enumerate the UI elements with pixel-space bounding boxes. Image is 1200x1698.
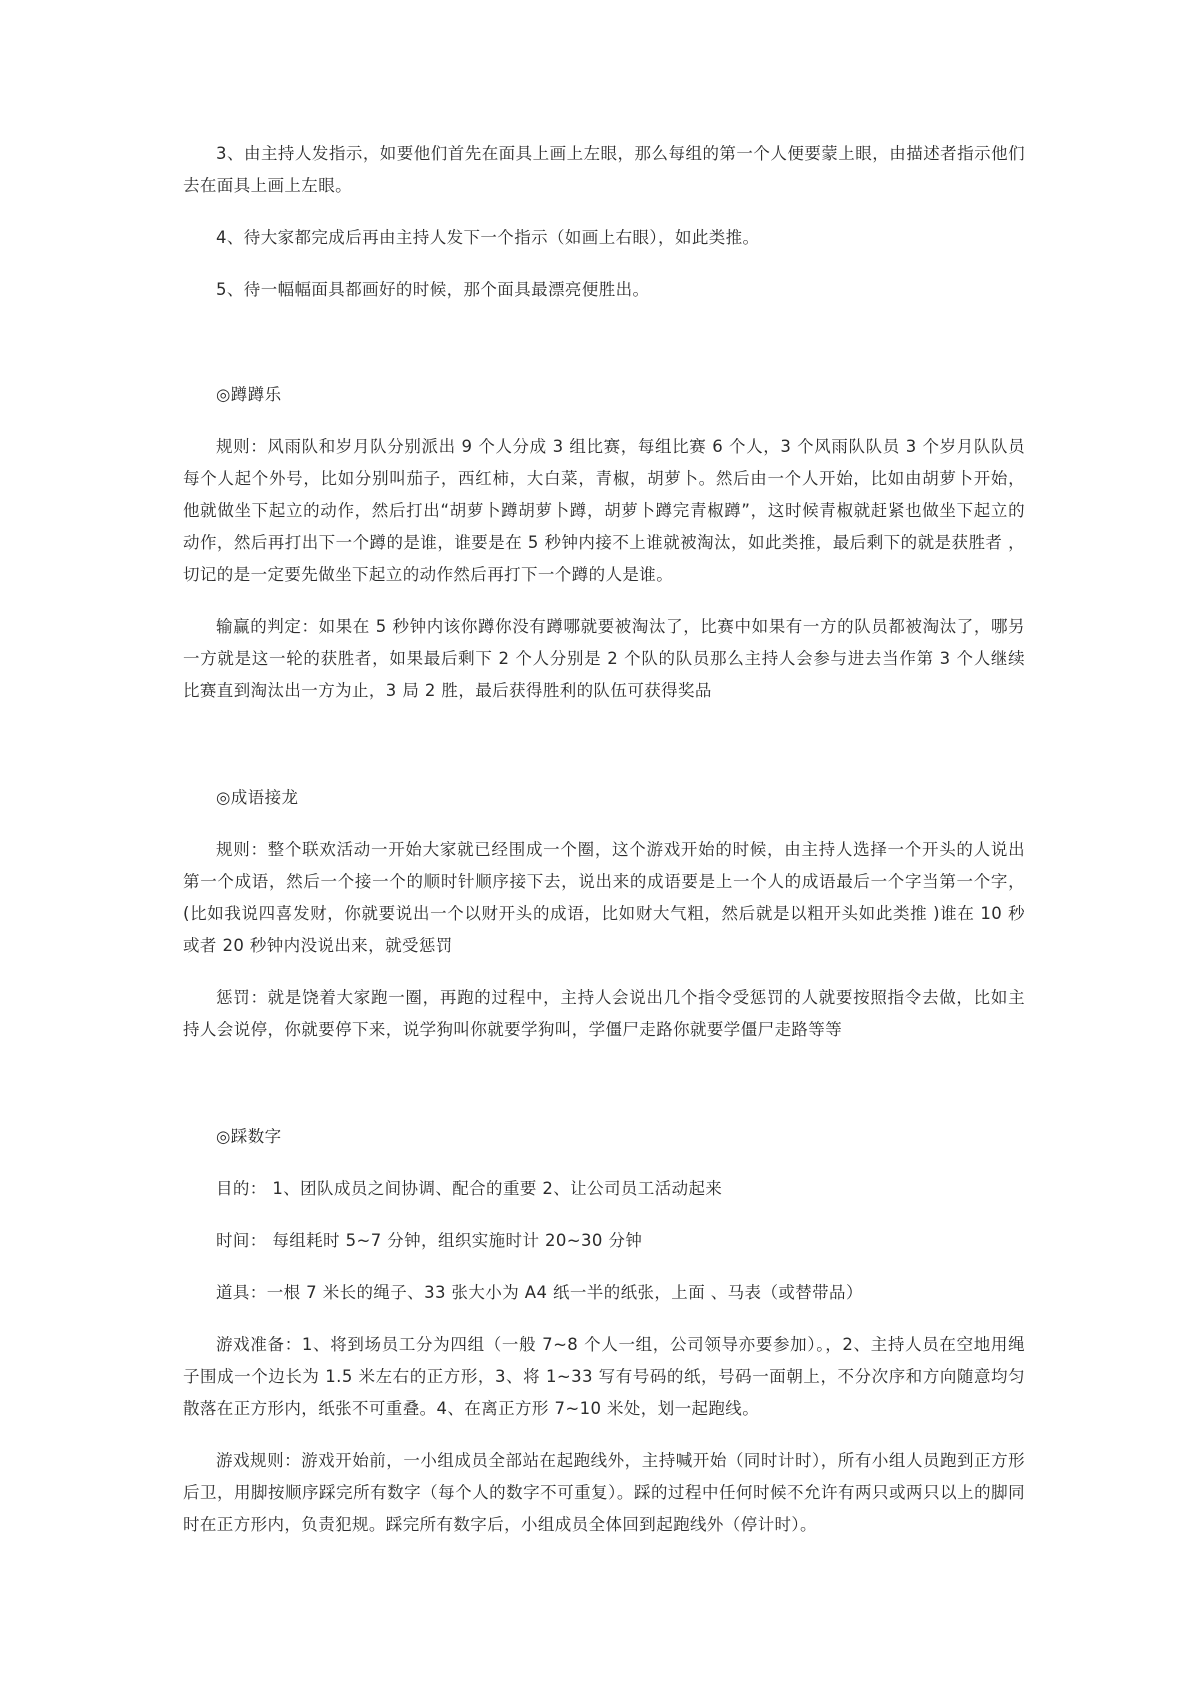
paragraph-step-3: 3、由主持人发指示，如要他们首先在面具上画上左眼，那么每组的第一个人便要蒙上眼，由描述者指示他们去在面具上画上左眼。: [183, 144, 1025, 195]
section-title-dundunle: ◎蹲蹲乐: [216, 385, 282, 404]
section-title-chengyu: ◎成语接龙: [216, 788, 299, 807]
paragraph-chengyu-rules: 规则：整个联欢活动一开始大家就已经围成一个圈，这个游戏开始的时候，由主持人选择一个开头的人说出第一个成语，然后一个接一个的顺时针顺序接下去，说出来的成语要是上一个人的成语最后一个字当第一个字，(比如我说四喜发财，你就要说出一个以财开头的成语，比如财大气粗，然后就是以粗开头如此类推 )谁在 10 秒或者 20 秒钟内没说出来，就受惩罚: [183, 840, 1025, 955]
document-page: [183, 138, 1025, 1561]
paragraph-dundunle-rules: 规则：风雨队和岁月队分别派出 9 个人分成 3 组比赛，每组比赛 6 个人，3 个风雨队队员 3 个岁月队队员每个人起个外号，比如分别叫茄子，西红柿，大白菜，青椒，胡萝卜。然后由一个人开始，比如由胡萝卜开始，他就做坐下起立的动作，然后打出“胡萝卜蹲胡萝卜蹲，胡萝卜蹲完青椒蹲”，这时候青椒就赶紧也做坐下起立的动作，然后再打出下一个蹲的是谁，谁要是在 5 秒钟内接不上谁就被淘汰，如此类推，最后剩下的就是获胜者 ，切记的是一定要先做坐下起立的动作然后再打下一个蹲的人是谁。: [183, 437, 1025, 584]
paragraph-caishuzi-preparation: 游戏准备：1、将到场员工分为四组（一般 7~8 个人一组，公司领导亦要参加）。，2、主持人员在空地用绳子围成一个边长为 1.5 米左右的正方形，3、将 1~33 写有号码的纸，号码一面朝上，不分次序和方向随意均匀散落在正方形内，纸张不可重叠。4、在离正方形 7~10 米处，划一起跑线。: [183, 1335, 1025, 1418]
paragraph-chengyu-penalty: 惩罚：就是饶着大家跑一圈，再跑的过程中，主持人会说出几个指令受惩罚的人就要按照指令去做，比如主持人会说停，你就要停下来，说学狗叫你就要学狗叫，学僵尸走路你就要学僵尸走路等等: [183, 988, 1025, 1039]
paragraph-step-5: 5、待一幅幅面具都画好的时候，那个面具最漂亮便胜出。: [216, 280, 650, 299]
paragraph-caishuzi-props: 道具：一根 7 米长的绳子、33 张大小为 A4 纸一半的纸张，上面 、马表（或替带品）: [216, 1283, 863, 1302]
paragraph-step-4: 4、待大家都完成后再由主持人发下一个指示（如画上右眼），如此类推。: [216, 228, 760, 247]
paragraph-caishuzi-time: 时间： 每组耗时 5~7 分钟，组织实施时计 20~30 分钟: [216, 1231, 643, 1250]
section-title-caishuzi: ◎踩数字: [216, 1127, 282, 1146]
section-spacer: [183, 326, 1025, 379]
paragraph-caishuzi-rules: 游戏规则：游戏开始前，一小组成员全部站在起跑线外，主持喊开始（同时计时），所有小组人员跑到正方形后卫，用脚按顺序踩完所有数字（每个人的数字不可重复）。踩的过程中任何时候不允许有两只或两只以上的脚同时在正方形内，负责犯规。踩完所有数字后，小组成员全体回到起跑线外（停计时）。: [183, 1451, 1025, 1534]
section-spacer: [183, 727, 1025, 782]
paragraph-caishuzi-purpose: 目的： 1、团队成员之间协调、配合的重要 2、让公司员工活动起来: [216, 1179, 723, 1198]
section-spacer: [183, 1066, 1025, 1121]
paragraph-dundunle-judging: 输赢的判定：如果在 5 秒钟内该你蹲你没有蹲哪就要被淘汰了，比赛中如果有一方的队员都被淘汰了，哪另一方就是这一轮的获胜者，如果最后剩下 2 个人分别是 2 个队的队员那么主持人会参与进去当作第 3 个人继续比赛直到淘汰出一方为止，3 局 2 胜，最后获得胜利的队伍可获得奖品: [183, 617, 1025, 700]
